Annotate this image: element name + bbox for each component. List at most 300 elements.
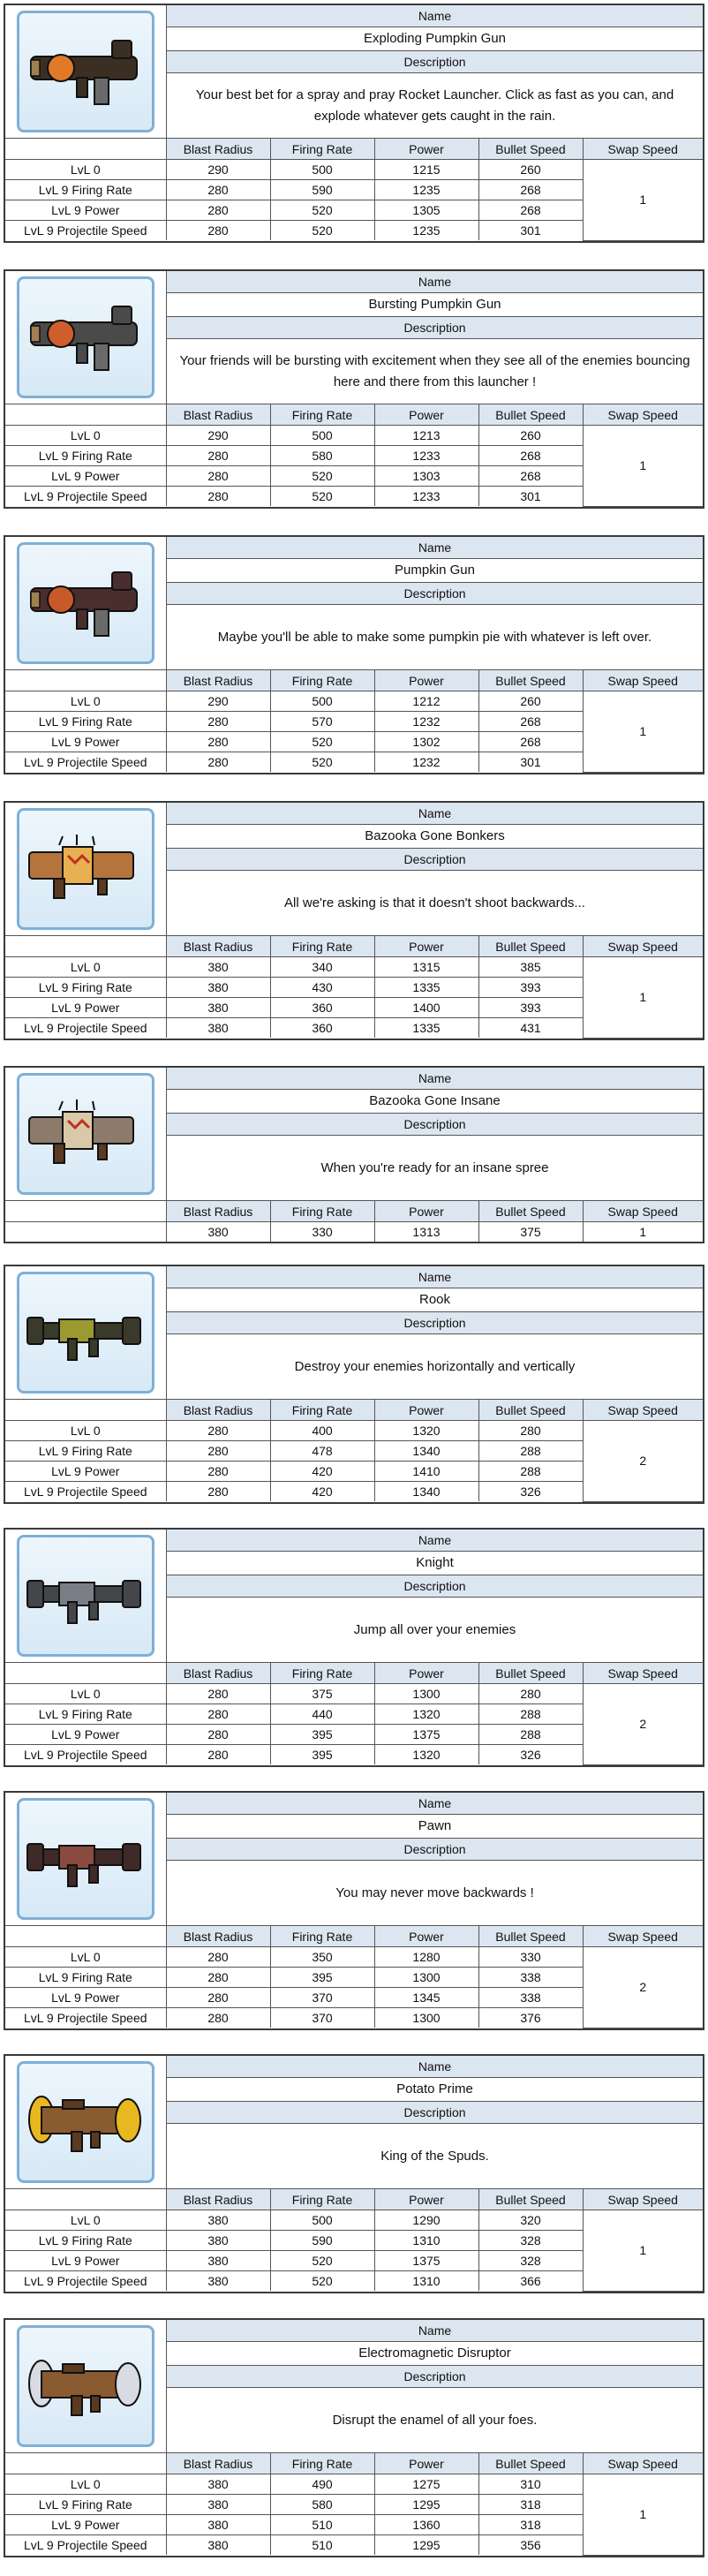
level-label [5,1222,166,1243]
weapon-info [167,271,703,404]
blank-header [5,670,166,691]
weapon-card [4,2054,704,2293]
level-label: LvL 9 Firing Rate [5,712,166,732]
swap-speed-header: Swap Speed [583,2453,703,2474]
firing-rate-header: Firing Rate [270,670,374,691]
weapon-description: Jump all over your enemies [353,1621,516,1637]
name-header: Name [167,2320,703,2342]
bullet-speed-header: Bullet Speed [478,404,583,426]
stats-row [5,426,703,446]
level-label: LvL 9 Firing Rate [5,1968,166,1988]
power-value: 1233 [374,446,478,466]
description-header: Description [167,583,703,605]
weapon-name: Knight [167,1552,703,1575]
power-header: Power [374,1400,478,1421]
power-value: 1375 [374,2251,478,2271]
level-label: LvL 9 Projectile Speed [5,1745,166,1765]
level-label: LvL 9 Firing Rate [5,2495,166,2515]
firing-rate-value: 590 [270,2231,374,2251]
blast-radius-value: 280 [166,1441,270,1462]
blank-header [5,2189,166,2210]
blast-radius-value: 280 [166,466,270,487]
weapon-name: Exploding Pumpkin Gun [167,27,703,51]
blast-radius-header: Blast Radius [166,670,270,691]
firing-rate-value: 490 [270,2474,374,2495]
weapon-card [4,1791,704,2030]
level-label: LvL 0 [5,426,166,446]
power-header: Power [374,1663,478,1684]
level-label: LvL 0 [5,957,166,978]
bullet-speed-value: 288 [478,1704,583,1725]
blast-radius-value: 280 [166,752,270,773]
weapon-card [4,4,704,243]
weapon-thumbnail-cell [5,1266,167,1399]
bullet-speed-value: 268 [478,446,583,466]
swap-speed-value: 1 [583,957,703,1039]
power-value: 1275 [374,2474,478,2495]
weapon-name: Electromagnetic Disruptor [167,2342,703,2366]
bullet-speed-value: 385 [478,957,583,978]
weapon-header [5,2056,703,2188]
blast-radius-header: Blast Radius [166,1926,270,1947]
level-label: LvL 9 Firing Rate [5,978,166,998]
firing-rate-value: 350 [270,1947,374,1968]
blast-radius-value: 380 [166,2535,270,2556]
swap-speed-header: Swap Speed [583,1663,703,1684]
firing-rate-header: Firing Rate [270,404,374,426]
stats-table [5,1925,703,2028]
bullet-speed-value: 310 [478,2474,583,2495]
firing-rate-value: 510 [270,2515,374,2535]
weapon-name: Potato Prime [167,2078,703,2102]
bullet-speed-value: 268 [478,732,583,752]
blast-radius-value: 380 [166,1222,270,1243]
power-value: 1213 [374,426,478,446]
firing-rate-value: 520 [270,752,374,773]
firing-rate-value: 500 [270,426,374,446]
stats-row [5,1421,703,1441]
weapon-thumbnail-cell [5,1530,167,1662]
stats-header-row [5,1201,703,1222]
swap-speed-value: 1 [583,160,703,241]
blast-radius-value: 280 [166,487,270,507]
blast-radius-value: 380 [166,2474,270,2495]
description-header: Description [167,1312,703,1334]
weapon-header [5,803,703,935]
power-value: 1305 [374,200,478,221]
bullet-speed-value: 260 [478,691,583,712]
power-value: 1233 [374,487,478,507]
blast-radius-value: 280 [166,2008,270,2028]
bullet-speed-value: 280 [478,1684,583,1704]
stats-row [5,1684,703,1704]
bullet-speed-header: Bullet Speed [478,1663,583,1684]
weapon-thumbnail-cell [5,1793,167,1925]
blast-radius-value: 380 [166,2271,270,2292]
weapon-card [4,1066,704,1243]
blast-radius-header: Blast Radius [166,2453,270,2474]
bullet-speed-value: 431 [478,1018,583,1039]
firing-rate-value: 370 [270,1988,374,2008]
stats-header-row [5,936,703,957]
power-value: 1375 [374,1725,478,1745]
firing-rate-value: 580 [270,446,374,466]
level-label: LvL 0 [5,160,166,180]
description-header: Description [167,51,703,73]
power-value: 1300 [374,2008,478,2028]
level-label: LvL 9 Firing Rate [5,2231,166,2251]
description-header: Description [167,849,703,871]
stats-table [5,2188,703,2292]
blast-radius-value: 280 [166,1684,270,1704]
weapon-description: Destroy your enemies horizontally and vertically [294,1358,576,1374]
bazooka-icon [17,808,154,930]
power-value: 1300 [374,1968,478,1988]
weapon-name: Bursting Pumpkin Gun [167,293,703,317]
power-value: 1280 [374,1947,478,1968]
bullet-speed-value: 288 [478,1725,583,1745]
firing-rate-value: 520 [270,466,374,487]
stats-row [5,160,703,180]
bullet-speed-header: Bullet Speed [478,936,583,957]
stats-table [5,1200,703,1242]
blast-radius-value: 280 [166,712,270,732]
blast-radius-value: 280 [166,1482,270,1502]
weapon-thumbnail-cell [5,803,167,935]
stats-header-row [5,670,703,691]
bullet-speed-header: Bullet Speed [478,139,583,160]
power-value: 1335 [374,978,478,998]
level-label: LvL 0 [5,691,166,712]
blast-radius-value: 380 [166,2210,270,2231]
weapon-header [5,271,703,404]
weapon-info [167,2056,703,2188]
firing-rate-value: 420 [270,1462,374,1482]
firing-rate-value: 360 [270,998,374,1018]
bullet-speed-value: 330 [478,1947,583,1968]
power-value: 1303 [374,466,478,487]
power-value: 1235 [374,180,478,200]
firing-rate-value: 510 [270,2535,374,2556]
weapon-thumbnail-cell [5,5,167,138]
blast-radius-header: Blast Radius [166,936,270,957]
pumpkin-gun-icon [17,276,154,398]
blank-header [5,1400,166,1421]
bullet-speed-value: 393 [478,998,583,1018]
blast-radius-value: 280 [166,1725,270,1745]
power-header: Power [374,2189,478,2210]
level-label: LvL 9 Power [5,200,166,221]
bullet-speed-value: 268 [478,712,583,732]
weapon-header [5,2320,703,2452]
swap-speed-value: 2 [583,1684,703,1765]
bullet-speed-header: Bullet Speed [478,670,583,691]
swap-speed-header: Swap Speed [583,1926,703,1947]
weapon-thumbnail-cell [5,537,167,669]
bullet-speed-value: 375 [478,1222,583,1243]
firing-rate-value: 340 [270,957,374,978]
blast-radius-value: 380 [166,2251,270,2271]
description-header: Description [167,2102,703,2124]
firing-rate-value: 580 [270,2495,374,2515]
stats-row [5,2474,703,2495]
blast-radius-value: 280 [166,1704,270,1725]
blast-radius-value: 380 [166,1018,270,1039]
stats-table [5,669,703,773]
swap-speed-value: 1 [583,2210,703,2292]
swap-speed-header: Swap Speed [583,1201,703,1222]
stats-row [5,2210,703,2231]
power-header: Power [374,936,478,957]
firing-rate-value: 400 [270,1421,374,1441]
power-value: 1310 [374,2271,478,2292]
power-value: 1232 [374,752,478,773]
description-header: Description [167,1575,703,1598]
level-label: LvL 9 Power [5,2515,166,2535]
bullet-speed-value: 268 [478,200,583,221]
power-value: 1410 [374,1462,478,1482]
firing-rate-header: Firing Rate [270,1663,374,1684]
name-header: Name [167,1068,703,1090]
blast-radius-value: 280 [166,446,270,466]
weapon-card [4,535,704,774]
bullet-speed-header: Bullet Speed [478,1926,583,1947]
bullet-speed-value: 393 [478,978,583,998]
bullet-speed-value: 288 [478,1462,583,1482]
blast-radius-value: 290 [166,160,270,180]
power-value: 1215 [374,160,478,180]
weapon-info [167,537,703,669]
swap-speed-header: Swap Speed [583,2189,703,2210]
stats-row [5,1222,703,1243]
level-label: LvL 9 Projectile Speed [5,752,166,773]
blast-radius-value: 380 [166,998,270,1018]
description-header: Description [167,1839,703,1861]
blast-radius-value: 280 [166,1745,270,1765]
weapon-header [5,5,703,138]
weapon-name: Pumpkin Gun [167,559,703,583]
power-value: 1345 [374,1988,478,2008]
firing-rate-value: 520 [270,2271,374,2292]
blank-header [5,1926,166,1947]
blast-radius-value: 280 [166,200,270,221]
description-header: Description [167,2366,703,2388]
power-header: Power [374,1201,478,1222]
weapon-description: Your friends will be bursting with excitement when they see all of the enemies bouncing here and there from this launcher ! [179,352,690,389]
firing-rate-header: Firing Rate [270,936,374,957]
name-header: Name [167,271,703,293]
weapon-thumbnail-cell [5,271,167,404]
level-label: LvL 0 [5,1947,166,1968]
weapon-card [4,269,704,509]
blast-radius-value: 280 [166,221,270,241]
weapon-card [4,1528,704,1767]
description-header: Description [167,1114,703,1136]
rocket-launcher-icon [17,1535,154,1657]
firing-rate-value: 520 [270,221,374,241]
firing-rate-value: 500 [270,160,374,180]
rocket-launcher-icon [17,1272,154,1394]
swap-speed-value: 1 [583,1222,703,1243]
bullet-speed-value: 326 [478,1482,583,1502]
firing-rate-value: 395 [270,1725,374,1745]
weapon-thumbnail-cell [5,2056,167,2188]
firing-rate-header: Firing Rate [270,2189,374,2210]
blast-radius-value: 280 [166,1968,270,1988]
blast-radius-value: 280 [166,1947,270,1968]
blast-radius-value: 380 [166,978,270,998]
bullet-speed-value: 328 [478,2231,583,2251]
blast-radius-value: 380 [166,2515,270,2535]
stats-header-row [5,139,703,160]
bullet-speed-value: 268 [478,180,583,200]
power-value: 1335 [374,1018,478,1039]
power-value: 1313 [374,1222,478,1243]
power-value: 1235 [374,221,478,241]
power-value: 1320 [374,1745,478,1765]
power-header: Power [374,404,478,426]
pumpkin-gun-icon [17,11,154,132]
weapon-header [5,1793,703,1925]
bullet-speed-header: Bullet Speed [478,1400,583,1421]
power-header: Power [374,139,478,160]
potato-launcher-icon [17,2325,154,2447]
weapon-description: You may never move backwards ! [335,1885,534,1900]
bullet-speed-value: 301 [478,487,583,507]
blast-radius-value: 280 [166,732,270,752]
firing-rate-value: 590 [270,180,374,200]
firing-rate-header: Firing Rate [270,2453,374,2474]
level-label: LvL 9 Projectile Speed [5,487,166,507]
firing-rate-value: 520 [270,200,374,221]
power-header: Power [374,2453,478,2474]
level-label: LvL 9 Projectile Speed [5,221,166,241]
firing-rate-value: 395 [270,1745,374,1765]
stats-header-row [5,1926,703,1947]
weapon-card [4,1265,704,1504]
stats-header-row [5,404,703,426]
blast-radius-header: Blast Radius [166,139,270,160]
power-value: 1295 [374,2535,478,2556]
stats-row [5,1947,703,1968]
swap-speed-value: 2 [583,1947,703,2028]
firing-rate-header: Firing Rate [270,1400,374,1421]
firing-rate-value: 478 [270,1441,374,1462]
blast-radius-header: Blast Radius [166,404,270,426]
potato-launcher-icon [17,2061,154,2183]
firing-rate-value: 500 [270,691,374,712]
weapon-card [4,801,704,1040]
blast-radius-value: 280 [166,1462,270,1482]
firing-rate-header: Firing Rate [270,139,374,160]
bullet-speed-header: Bullet Speed [478,2453,583,2474]
level-label: LvL 9 Firing Rate [5,1441,166,1462]
power-value: 1320 [374,1421,478,1441]
firing-rate-value: 520 [270,487,374,507]
weapon-info [167,1266,703,1399]
bullet-speed-value: 280 [478,1421,583,1441]
power-header: Power [374,1926,478,1947]
swap-speed-value: 1 [583,691,703,773]
bullet-speed-value: 320 [478,2210,583,2231]
swap-speed-value: 1 [583,426,703,507]
firing-rate-value: 430 [270,978,374,998]
bullet-speed-value: 318 [478,2515,583,2535]
power-value: 1302 [374,732,478,752]
power-value: 1315 [374,957,478,978]
swap-speed-value: 1 [583,2474,703,2556]
name-header: Name [167,1530,703,1552]
weapon-info [167,803,703,935]
weapon-name: Bazooka Gone Insane [167,1090,703,1114]
power-value: 1232 [374,712,478,732]
level-label: LvL 9 Projectile Speed [5,2535,166,2556]
blast-radius-value: 280 [166,1421,270,1441]
weapon-thumbnail-cell [5,1068,167,1200]
level-label: LvL 9 Power [5,466,166,487]
weapon-name: Bazooka Gone Bonkers [167,825,703,849]
weapon-card [4,2318,704,2557]
weapon-info [167,5,703,138]
firing-rate-header: Firing Rate [270,1201,374,1222]
name-header: Name [167,2056,703,2078]
bullet-speed-value: 301 [478,752,583,773]
blank-header [5,1663,166,1684]
weapon-description: Disrupt the enamel of all your foes. [332,2412,538,2428]
power-value: 1295 [374,2495,478,2515]
bullet-speed-value: 301 [478,221,583,241]
weapon-description: Maybe you'll be able to make some pumpkin pie with whatever is left over. [217,629,652,645]
stats-table [5,2452,703,2556]
level-label: LvL 0 [5,1684,166,1704]
firing-rate-value: 330 [270,1222,374,1243]
weapon-name: Pawn [167,1815,703,1839]
stats-header-row [5,1400,703,1421]
firing-rate-value: 440 [270,1704,374,1725]
power-value: 1290 [374,2210,478,2231]
bullet-speed-value: 260 [478,160,583,180]
blast-radius-header: Blast Radius [166,1400,270,1421]
level-label: LvL 9 Power [5,2251,166,2271]
firing-rate-value: 520 [270,2251,374,2271]
bullet-speed-value: 356 [478,2535,583,2556]
weapon-info [167,1530,703,1662]
weapon-name: Rook [167,1288,703,1312]
power-value: 1340 [374,1482,478,1502]
level-label: LvL 9 Projectile Speed [5,1018,166,1039]
stats-header-row [5,2189,703,2210]
weapon-header [5,1068,703,1200]
weapon-description: Your best bet for a spray and pray Rocket Launcher. Click as fast as you can, and explode whatever gets caught in the rain. [195,87,674,124]
level-label: LvL 9 Power [5,1988,166,2008]
bullet-speed-header: Bullet Speed [478,2189,583,2210]
level-label: LvL 0 [5,1421,166,1441]
blast-radius-header: Blast Radius [166,2189,270,2210]
blank-header [5,2453,166,2474]
stats-row [5,957,703,978]
weapon-info [167,1793,703,1925]
power-value: 1360 [374,2515,478,2535]
blast-radius-header: Blast Radius [166,1663,270,1684]
blast-radius-value: 290 [166,691,270,712]
power-value: 1310 [374,2231,478,2251]
weapon-description: When you're ready for an insane spree [320,1160,549,1175]
blast-radius-value: 380 [166,2495,270,2515]
stats-table [5,138,703,241]
power-value: 1320 [374,1704,478,1725]
weapon-header [5,537,703,669]
blast-radius-value: 280 [166,1988,270,2008]
